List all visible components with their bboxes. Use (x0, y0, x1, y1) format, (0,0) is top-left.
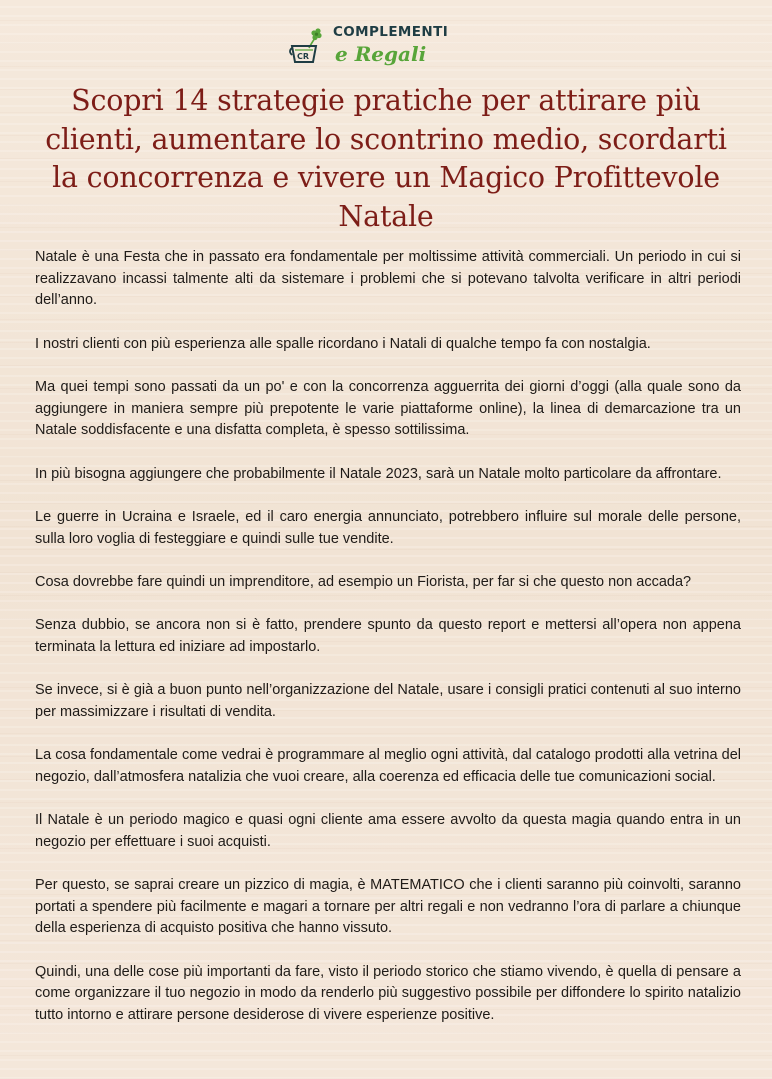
paragraph: Cosa dovrebbe fare quindi un imprenditore, ad esempio un Fiorista, per far si che questo non accada? (35, 573, 692, 590)
logo-icon-mark: CR (297, 52, 310, 61)
paragraph: Natale è una Festa che in passato era fondamentale per moltissime attività commerciali. Un periodo in cui si realizzavano incassi talmente alti da sistemare i problemi che si potevano talvolta verificare in altri periodi dell’anno. (35, 249, 741, 309)
paragraph: Senza dubbio, se ancora non si è fatto, prendere spunto da questo report e mettersi all’opera non appena terminata la lettura ed iniziare ad impostarlo. (35, 617, 741, 655)
logo-wordmark-bottom: e Regali (335, 42, 427, 66)
paragraph: La cosa fondamentale come vedrai è programmare al meglio ogni attività, dal catalogo prodotti alla vetrina del negozio, dall’atmosfera natalizia che vuoi creare, alla coerenza ed efficacia delle tue comunicazioni social. (35, 747, 741, 785)
cup-with-flower-icon (287, 26, 327, 66)
paragraph: Quindi, una delle cose più importanti da fare, visto il periodo storico che stiamo vivendo, è quella di pensare a come organizzare il tuo negozio in modo da renderlo più suggestivo possibile per diffondere lo spirito natalizio tutto intorno e attirare persone desiderose di vivere esperienze positive. (35, 963, 741, 1024)
logo-wordmark-top: COMPLEMENTI (333, 24, 449, 40)
article-body (35, 247, 741, 1048)
paragraph: Le guerre in Ucraina e Israele, ed il caro energia annunciato, potrebbero influire sul morale delle persone, sulla loro voglia di festeggiare e quindi sulle tue vendite. (35, 508, 741, 547)
paragraph: In più bisogna aggiungere che probabilmente il Natale 2023, sarà un Natale molto particolare da affrontare. (35, 465, 722, 482)
page-title: Scopri 14 strategie pratiche per attirare più clienti, aumentare lo scontrino medio, scordarti la concorrenza e vivere un Magico Profittevole Natale (45, 84, 727, 233)
paragraph: Per questo, se saprai creare un pizzico di magia, è MATEMATICO che i clienti saranno più coinvolti, saranno portati a spendere più facilmente e magari a tornare per altri regali e non vedranno l’ora di parlare a chiunque della esperienza di acquisto positiva che hanno vissuto. (35, 877, 741, 937)
paragraph: Se invece, si è già a buon punto nell’organizzazione del Natale, usare i consigli pratici contenuti al suo interno per massimizzare i risultati di vendita. (35, 682, 741, 720)
brand-logo (287, 20, 487, 72)
paragraph: Il Natale è un periodo magico e quasi ogni cliente ama essere avvolto da questa magia quando entra in un negozio per effettuare i suoi acquisti. (35, 812, 741, 850)
paragraph: Ma quei tempi sono passati da un po' e con la concorrenza agguerrita dei giorni d’oggi (alla quale sono da aggiungere in maniera sempre più prepotente le varie piattaforme online), la linea di demarcazione tra un Natale soddisfacente e una disfatta completa, è spesso sottilissima. (35, 378, 741, 439)
paragraph: I nostri clienti con più esperienza alle spalle ricordano i Natali di qualche tempo fa con nostalgia. (35, 335, 651, 352)
